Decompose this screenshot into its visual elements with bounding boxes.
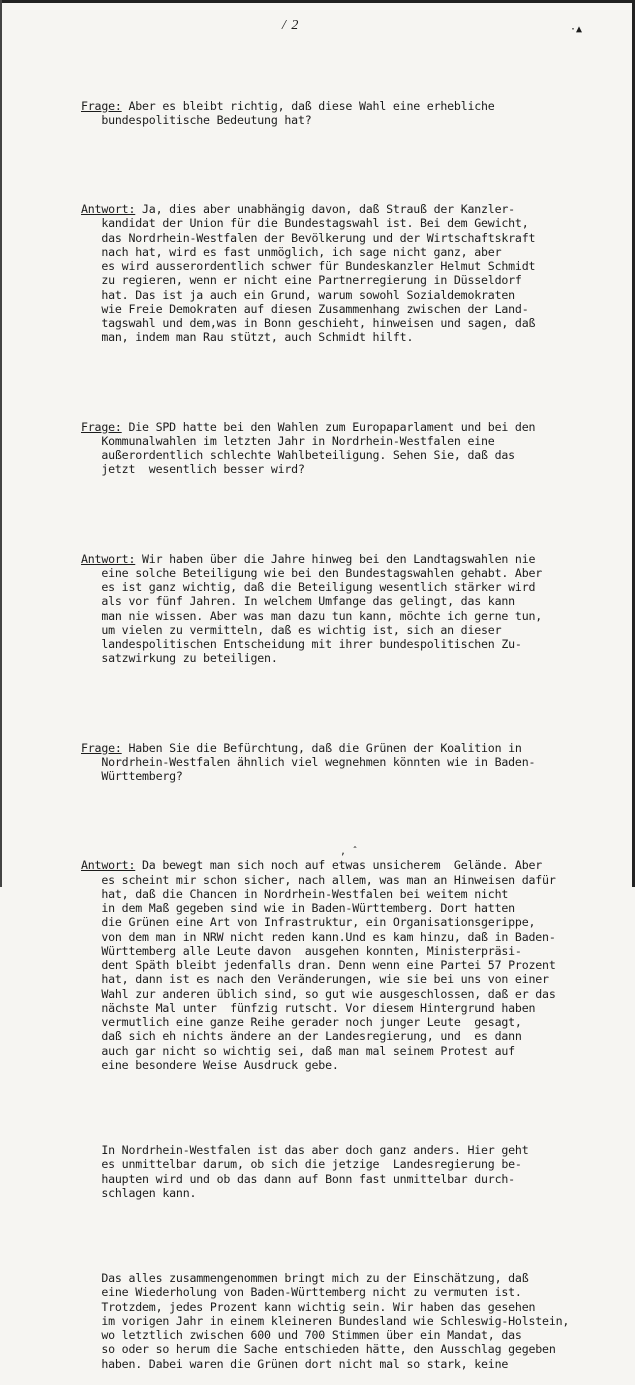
question-label: Frage: <box>81 98 122 113</box>
answer-label: Antwort: <box>81 202 136 216</box>
page-number: / 2 <box>282 18 300 33</box>
scan-edge-left <box>0 0 2 887</box>
question-3: Frage: Haben Sie die Befürchtung, daß die Grünen der Koalition in Nordrhein-Westfalen ähnlich viel wegnehmen könnten wie in Baden- Württemberg? <box>81 740 536 783</box>
answer-label: Antwort: <box>81 551 136 566</box>
question-2: Frage: Die SPD hatte bei den Wahlen zum Europaparlament und bei den Kommunalwahlen im letzten Jahr in Nordrhein-Westfalen eine außerordentlich schlechte Wahlbeteiligung. Sehen Sie, daß das jetzt wesentlich besser wird? <box>81 419 536 477</box>
question-1: Frage: Aber es bleibt richtig, daß diese Wahl eine erhebliche bundespolitische Bedeutung hat? <box>81 98 495 127</box>
scan-mark: ·▲ <box>570 24 583 35</box>
answer-3-paragraph-3: Das alles zusammengenommen bringt mich zu der Einschätzung, daß eine Wiederholung von Baden-Württemberg nicht zu vermuten ist. Trotzdem, jedes Prozent kann wichtig sein. Wir haben das gesehen im vorigen Jahr in einem kleineren Bundesland wie Schleswig-Holstein, wo letztlich zwischen 600 und 700 Stimmen über ein Mandat, das so oder so herum die Sache entschieden hätte, den Ausschlag gegeben haben. Dabei waren die Grünen dort nicht mal so stark, keine <box>101 1271 570 1371</box>
scan-edge-top <box>0 0 635 3</box>
answer-3-paragraph-2: In Nordrhein-Westfalen ist das aber doch ganz anders. Hier geht es unmittelbar darum, ob sich die jetzige Landesregierung be- haupten wird und ob das dann auf Bonn fast unmittelbar durch- schlagen kann. <box>101 1143 529 1200</box>
answer-3: Antwort: Da bewegt man sich noch auf etwas unsicherem Gelände. Aber es scheint mir schon sicher, nach allem, was man an Hinweisen dafür hat, daß die Chancen in Nordrhein-Westfalen bei weitem nicht in dem Maß gegeben sind wie in Baden-Württemberg. Dort hatten die Grünen eine Art von Infrastruktur, ein Organisationsgerippe, von dem man in NRW nicht reden kann.Und es kam hinzu, daß in Baden- Württemberg alle Leute davon ausgehen konnten, Ministerpräsi- dent Späth bleibt jedenfalls dran. Denn wenn eine Partei 57 Prozent hat, dann ist es nach den Veränderungen, wie sie bei uns von einer Wahl zur anderen üblich sind, so gut wie ausgeschlossen, daß er das nächste Mal unter fünfzig rutscht. Vor diesem Hintergrund haben vermutlich eine ganze Reihe gerader noch junger Leute gesagt, daß sich eh nichts ändere an der Landesregierung, und es dann auch gar nicht so wichtig sei, daß man mal seinem Protest auf eine besondere Weise Ausdruck gebe. <box>81 858 556 1072</box>
document-body <box>81 70 591 1385</box>
scan-mark-bottom: ‚ ˆ <box>340 846 359 857</box>
answer-2: Antwort: Wir haben über die Jahre hinweg bei den Landtagswahlen nie eine solche Beteiligung wie bei den Bundestagswahlen gehabt. Aber es ist ganz wichtig, daß die Beteiligung wesentlich stärker wird als vor fünf Jahren. In welchem Umfange das gelingt, das kann man nie wissen. Aber was man dazu tun kann, möchte ich gerne tun, um vielen zu vermitteln, daß es wichtig ist, sich an dieser landespolitischen Entscheidung mit ihrer bundespolitischen Zu- satzwirkung zu beteiligen. <box>81 551 543 666</box>
answer-label: Antwort: <box>81 858 136 873</box>
question-label: Frage: <box>81 740 122 755</box>
question-label: Frage: <box>81 419 122 434</box>
answer-1: Antwort: Ja, dies aber unabhängig davon, daß Strauß der Kanzler- kandidat der Union für die Bundestagswahl ist. Bei dem Gewicht, das Nordrhein-Westfalen der Bevölkerung und der Wirtschaftskraft nach hat, wird es fast unmöglich, ich sage nicht ganz, aber es wird ausserordentlich schwer für Bundeskanzler Helmut Schmidt zu regieren, wenn er nicht eine Partnerregierung in Düsseldorf hat. Das ist ja auch ein Grund, warum sowohl Sozialdemokraten wie Freie Demokraten auf diesen Zusammenhang zwischen der Land- tagswahl und dem,was in Bonn geschieht, hinweisen und sagen, daß man, indem man Rau stützt, auch Schmidt hilft. <box>81 202 536 345</box>
